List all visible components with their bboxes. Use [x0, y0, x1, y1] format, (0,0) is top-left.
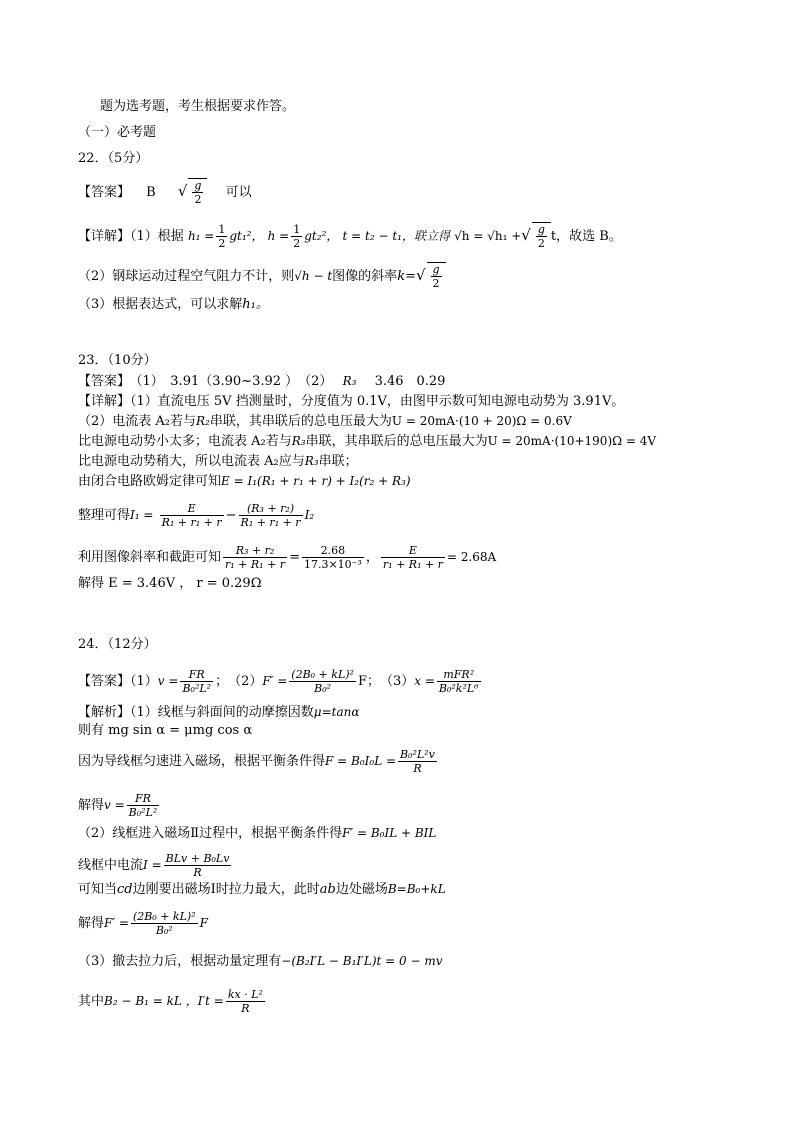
detail-text: （2）钢球运动过程空气阻力不计，则 [78, 269, 295, 284]
detail-text: 整理可得 [78, 508, 131, 523]
frac-den: r₁ + R₁ + r [225, 558, 286, 571]
frac-den: 2 [537, 237, 545, 250]
frac-num: (2B₀ + kL)² [132, 910, 196, 923]
formula-f: F′ = [262, 674, 288, 688]
q23-line-2 [78, 412, 572, 431]
formula-b: B=B₀+kL [387, 882, 446, 896]
intro-line: 题为选考题，考生根据要求作答。 [100, 99, 296, 114]
frac-num: g [432, 263, 440, 276]
detail-text: 边刚要出磁场Ⅰ时拉力最大，此时 [132, 882, 320, 897]
q24-line-7 [78, 880, 446, 899]
detail-text: 串联，其串联后的总电压最大为 [209, 414, 392, 429]
formula-f: F [199, 916, 208, 930]
q24-answer [78, 668, 483, 695]
detail-text: 解得 [78, 798, 105, 813]
q23-line-5 [78, 472, 411, 491]
edge-ab: ab [319, 882, 336, 897]
formula-f: F = B₀I₀L = [325, 754, 397, 768]
formula-r3: R₃ [304, 454, 319, 468]
detail-text: 因为导线框匀速进入磁场，根据平衡条件得 [78, 754, 326, 769]
q22-detail-3 [78, 296, 269, 314]
formula-it: I′t = [197, 994, 224, 1008]
detail-text: 比电源电动势稍大，所以电流表 A₂应与 [78, 454, 305, 469]
formula-r3: R₃ [291, 434, 306, 448]
q24-header: 24．（12分） [78, 637, 157, 652]
formula-mu: μ=tanα [313, 705, 360, 719]
formula-i1: I₁ = [130, 508, 154, 522]
frac-den: B₀²L² [128, 806, 158, 819]
q23-line-7 [78, 544, 496, 571]
sqrt-icon: √ [415, 266, 426, 284]
detail-text: 【解析】（1）线框与斜面间的动摩擦因数 [78, 705, 314, 720]
edge-cd: cd [117, 882, 133, 897]
equals-sign: = [289, 550, 300, 565]
q23-line-4 [78, 452, 358, 471]
formula-h1: h₁。 [242, 297, 269, 312]
q23-header: 23．（10分） [78, 353, 157, 368]
formula-u1: U = 20mA·(10 + 20)Ω = 0.6V [391, 414, 572, 428]
frac-num: FR [127, 792, 160, 806]
minus-sign: − [225, 508, 237, 523]
q23-line-3 [78, 432, 656, 451]
formula-b-diff: B₂ − B₁ = kL ， [104, 994, 198, 1008]
frac-num: E [160, 502, 224, 516]
formula-u2: U = 20mA·(10+190)Ω = 4V [487, 434, 657, 448]
q23-line-1: 【详解】（1）直流电压 5V 挡测量时，分度值为 0.1V，由图甲示数可知电源电动势为 3.91V。 [78, 394, 625, 409]
formula-k: k= [397, 269, 416, 284]
answer-text: （1） 3.91（3.90~3.92 ） （2） [136, 374, 333, 389]
detail-text: 边处磁场 [335, 882, 388, 897]
frac-num: 1 [293, 223, 301, 236]
frac-num: 2.68 [302, 544, 364, 558]
frac-num: g [537, 223, 545, 236]
frac-num: (R₃ + r₂) [239, 502, 303, 516]
formula-i: I = [143, 858, 162, 872]
detail-text: 比电源电动势小太多；电流表 A₂若与 [78, 434, 292, 449]
detail-text: 利用图像斜率和截距可知 [78, 550, 222, 565]
formula-sqrt-h-t: √h − t [294, 269, 333, 283]
detail-text: （3）撤去拉力后，根据动量定理有 [78, 954, 282, 969]
answer-tail: 可以 [225, 185, 252, 200]
q24-line-10 [78, 988, 267, 1015]
formula-emf: E = I₁(R₁ + r₁ + r) + I₂(r₂ + R₃) [221, 474, 411, 488]
detail-text: （3）根据表达式，可以求解 [78, 297, 243, 312]
frac-den: 2 [432, 277, 440, 290]
formula-v: v = [104, 798, 125, 812]
sqrt-icon: √ [177, 182, 188, 200]
q24-line-3 [78, 748, 439, 775]
frac-num: 1 [218, 223, 226, 236]
frac-den: r₁ + R₁ + r [382, 558, 443, 571]
frac-num: kx · L² [227, 988, 263, 1001]
detail-text: 解得 [78, 916, 105, 931]
detail-text: （2）线框进入磁场Ⅱ过程中，根据平衡条件得 [78, 826, 343, 841]
q24-line-1 [78, 703, 359, 722]
formula-f-prime: F′ = B₀IL + BIL [342, 826, 437, 840]
answer-values: 3.46 0.29 [374, 374, 446, 389]
detail-text: （2）电流表 A₂若与 [78, 414, 197, 429]
frac-den: 2 [194, 193, 202, 206]
formula-r2: R₂ [196, 414, 210, 428]
formula-i2: I₂ [304, 508, 315, 522]
q23-answer [78, 372, 445, 391]
detail-text: （1）根据 [130, 229, 184, 244]
formula-t: t = t₂ − t₁，联立得 [342, 229, 450, 243]
frac-den: R [413, 762, 422, 775]
q24-line-5 [78, 824, 436, 843]
frac-num: mFR² [437, 668, 481, 682]
detail-text: 其中 [78, 994, 105, 1009]
q24-line-2: 则有 mg sin α = μmg cos α [78, 723, 253, 738]
frac-num: B₀²L²v [400, 748, 435, 761]
answer-resistor: R₃ [342, 374, 357, 388]
answer-choice: B [146, 185, 156, 200]
q22-detail-1 [78, 222, 622, 250]
answer-label: 【答案】 [78, 185, 131, 200]
frac-den: B₀²L² [182, 682, 212, 695]
answer-label: 【答案】 [78, 374, 131, 389]
detail-text: 图像的斜率 [332, 269, 398, 284]
detail-label: 【详解】 [78, 229, 131, 244]
frac-num: FR [180, 668, 213, 682]
answer-part: F； （3） [357, 674, 415, 689]
detail-text: 可知当 [78, 882, 118, 897]
answer-part: ； （2） [215, 674, 263, 689]
q22-header: 22．（5分） [78, 151, 149, 166]
q22-detail-2 [78, 262, 446, 290]
frac-den: R [241, 1002, 250, 1015]
frac-num: R₃ + r₂ [223, 544, 287, 558]
frac-den: R₁ + r₁ + r [240, 516, 301, 529]
frac-den: 2 [293, 237, 301, 250]
formula-v: v = [157, 674, 179, 688]
frac-den: 17.3×10⁻³ [303, 558, 362, 571]
q23-line-6 [78, 502, 314, 529]
detail-tail: t，故选 B。 [550, 229, 622, 244]
q23-line-8: 解得 E = 3.46V ， r = 0.29Ω [78, 576, 262, 591]
formula-gt1: gt₁²， [229, 229, 264, 243]
formula-result: = 2.68A [446, 550, 497, 564]
section-title: （一）必考题 [78, 125, 157, 140]
sqrt-icon: √ [521, 226, 531, 244]
frac-den: R [193, 866, 202, 879]
detail-text: 串联； [318, 454, 358, 469]
detail-text: 线框中电流 [78, 858, 144, 873]
formula-h: h = [267, 229, 290, 243]
comma: ， [365, 550, 379, 565]
formula-x: x = [414, 674, 435, 688]
frac-den: R₁ + r₁ + r [161, 516, 222, 529]
formula-momentum: −(B₂I′L − B₁I′L)t = 0 − mv [281, 954, 443, 968]
q24-line-9 [78, 952, 443, 971]
formula-h1: h₁ = [187, 229, 215, 243]
q24-line-6 [78, 852, 233, 879]
q24-line-4 [78, 792, 161, 819]
formula-eq: √h = √h₁ + [454, 229, 522, 243]
q24-line-8 [78, 910, 208, 937]
answer-label: 【答案】 [78, 674, 131, 689]
q22-answer [78, 178, 252, 206]
frac-den: B₀²k²L⁶ [438, 682, 479, 695]
frac-num: (2B₀ + kL)² [291, 668, 354, 681]
frac-num: E [381, 544, 445, 558]
formula-gt2: gt₂²， [304, 229, 339, 243]
detail-text: 串联，其串联后的总电压最大为 [305, 434, 488, 449]
frac-den: 2 [218, 237, 226, 250]
frac-den: B₀² [314, 682, 332, 695]
frac-num: BLv + B₀Lv [165, 852, 230, 865]
frac-den: B₀² [155, 924, 173, 937]
formula-f-prime: F′ = [104, 916, 129, 930]
detail-text: 由闭合电路欧姆定律可知 [78, 474, 222, 489]
frac-num: g [194, 179, 202, 192]
answer-part: （1） [130, 674, 158, 689]
